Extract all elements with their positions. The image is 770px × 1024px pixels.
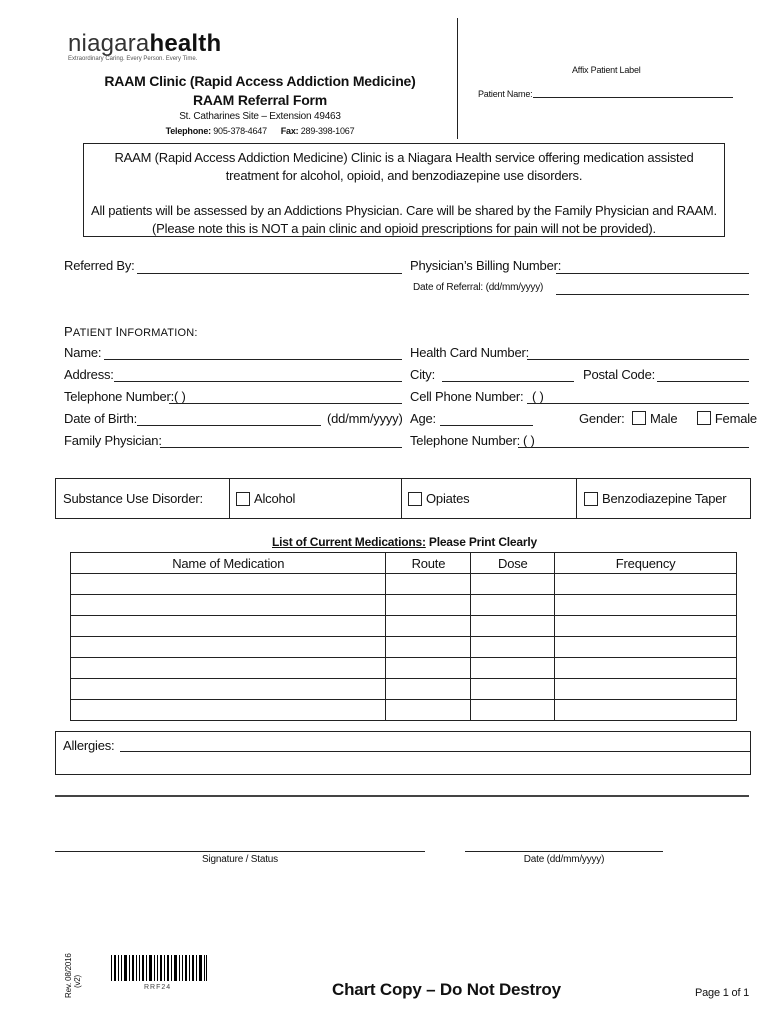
benzodiazepine-option[interactable] bbox=[577, 479, 750, 518]
address-field[interactable] bbox=[114, 381, 402, 382]
telephone-label: Telephone: bbox=[165, 126, 211, 136]
table-cell[interactable] bbox=[71, 574, 386, 595]
table-row bbox=[71, 700, 737, 721]
substance-label: Substance Use Disorder: bbox=[56, 479, 230, 518]
postal-code-label: Postal Code: bbox=[583, 367, 656, 382]
telephone-value: 905-378-4647 bbox=[213, 126, 267, 136]
city-field[interactable] bbox=[442, 381, 574, 382]
col-name-of-medication: Name of Medication bbox=[71, 553, 386, 574]
table-cell[interactable] bbox=[555, 574, 737, 595]
table-row bbox=[71, 574, 737, 595]
table-cell[interactable] bbox=[555, 595, 737, 616]
allergies-box bbox=[55, 731, 751, 775]
billing-number-label: Physician’s Billing Number: bbox=[410, 258, 562, 273]
intro-p1-line2: treatment for alcohol, opioid, and benzodiazepine use disorders. bbox=[225, 168, 583, 183]
table-cell[interactable] bbox=[386, 637, 471, 658]
patient-name-label: Patient Name: bbox=[478, 89, 533, 99]
telephone-number-label: Telephone Number: bbox=[64, 389, 175, 404]
table-cell[interactable] bbox=[71, 637, 386, 658]
city-label: City: bbox=[410, 367, 436, 382]
allergies-label: Allergies: bbox=[63, 738, 115, 753]
health-card-field[interactable] bbox=[527, 359, 749, 360]
table-row bbox=[71, 679, 737, 700]
barcode-text: RRF24 bbox=[144, 984, 172, 991]
fp-telephone-field[interactable] bbox=[518, 447, 749, 448]
signature-date-label: Date (dd/mm/yyyy) bbox=[523, 854, 605, 865]
family-physician-field[interactable] bbox=[160, 447, 402, 448]
table-cell[interactable] bbox=[71, 595, 386, 616]
signature-date-field[interactable] bbox=[465, 851, 663, 852]
female-checkbox[interactable] bbox=[697, 411, 711, 425]
affix-patient-label: Affix Patient Label bbox=[572, 65, 641, 75]
table-cell[interactable] bbox=[555, 637, 737, 658]
table-cell[interactable] bbox=[71, 616, 386, 637]
table-cell[interactable] bbox=[386, 574, 471, 595]
revision-info bbox=[64, 953, 82, 998]
intro-p2-line2: (Please note this is NOT a pain clinic and opioid prescriptions for pain will not be provided). bbox=[152, 221, 656, 236]
logo-tagline: Extraordinary Caring. Every Person. Every Time. bbox=[68, 56, 198, 62]
col-dose: Dose bbox=[471, 553, 555, 574]
benzodiazepine-label: Benzodiazepine Taper bbox=[602, 491, 727, 506]
gender-label: Gender: bbox=[579, 411, 625, 426]
medications-title bbox=[272, 535, 537, 549]
site-extension: St. Catharines Site – Extension 49463 bbox=[179, 111, 341, 122]
opiates-checkbox[interactable] bbox=[408, 492, 422, 506]
table-cell[interactable] bbox=[71, 700, 386, 721]
name-label: Name: bbox=[64, 345, 102, 360]
date-of-referral-format: (dd/mm/yyyy) bbox=[485, 282, 544, 293]
col-frequency: Frequency bbox=[555, 553, 737, 574]
table-cell[interactable] bbox=[555, 679, 737, 700]
header-divider bbox=[457, 18, 458, 139]
medications-header-row bbox=[71, 553, 737, 574]
form-title-line1: RAAM Clinic (Rapid Access Addiction Medicine) bbox=[104, 73, 416, 89]
table-cell[interactable] bbox=[386, 700, 471, 721]
col-route: Route bbox=[386, 553, 471, 574]
date-of-birth-label: Date of Birth: bbox=[64, 411, 138, 426]
opiates-option[interactable] bbox=[402, 479, 577, 518]
telephone-area-code: ( ) bbox=[174, 389, 186, 404]
table-cell[interactable] bbox=[555, 616, 737, 637]
fp-telephone-label: Telephone Number: bbox=[410, 433, 521, 448]
address-label: Address: bbox=[64, 367, 114, 382]
table-cell[interactable] bbox=[71, 658, 386, 679]
signature-status-label: Signature / Status bbox=[202, 854, 278, 865]
postal-code-field[interactable] bbox=[657, 381, 749, 382]
benzodiazepine-checkbox[interactable] bbox=[584, 492, 598, 506]
alcohol-option[interactable] bbox=[230, 479, 402, 518]
allergies-field[interactable] bbox=[120, 751, 750, 752]
medications-title-rest: Please Print Clearly bbox=[425, 535, 537, 549]
table-cell[interactable] bbox=[471, 574, 555, 595]
opiates-label: Opiates bbox=[426, 491, 470, 506]
table-cell[interactable] bbox=[471, 700, 555, 721]
medications-table bbox=[70, 552, 737, 721]
intro-p2-line1: All patients will be assessed by an Addictions Physician. Care will be shared by the Family Physician and RAAM. bbox=[91, 203, 717, 218]
section-divider bbox=[55, 795, 749, 797]
table-row bbox=[71, 595, 737, 616]
logo-text-part1: niagara bbox=[68, 30, 150, 57]
date-of-referral-label bbox=[413, 282, 543, 293]
name-field[interactable] bbox=[104, 359, 402, 360]
date-of-birth-field[interactable] bbox=[137, 425, 321, 426]
cell-phone-field[interactable] bbox=[527, 403, 749, 404]
alcohol-checkbox[interactable] bbox=[236, 492, 250, 506]
intro-p1-line1: RAAM (Rapid Access Addiction Medicine) Clinic is a Niagara Health service offering medication assisted bbox=[114, 150, 694, 165]
medications-title-underlined: List of Current Medications: bbox=[272, 535, 426, 549]
table-row bbox=[71, 658, 737, 679]
intro-box bbox=[83, 143, 725, 237]
referred-by-field[interactable] bbox=[137, 273, 402, 274]
fp-area-code: ( ) bbox=[523, 433, 535, 448]
table-cell[interactable] bbox=[471, 616, 555, 637]
substance-use-disorder-box bbox=[55, 478, 751, 519]
health-card-label: Health Card Number: bbox=[410, 345, 530, 360]
table-cell[interactable] bbox=[471, 679, 555, 700]
table-row bbox=[71, 637, 737, 658]
table-cell[interactable] bbox=[71, 679, 386, 700]
date-of-referral-field[interactable] bbox=[556, 294, 749, 295]
fax-value: 289-398-1067 bbox=[300, 126, 355, 136]
fax-label: Fax: bbox=[280, 126, 299, 136]
cell-area-code: ( ) bbox=[532, 389, 544, 404]
female-label: Female bbox=[714, 411, 757, 426]
gender-group bbox=[579, 411, 757, 426]
patient-information-heading: PATIENT INFORMATION: bbox=[64, 324, 198, 339]
form-title-line2: RAAM Referral Form bbox=[192, 92, 328, 108]
table-cell[interactable] bbox=[555, 658, 737, 679]
contact-line bbox=[80, 126, 440, 136]
table-cell[interactable] bbox=[471, 637, 555, 658]
table-cell[interactable] bbox=[471, 595, 555, 616]
table-cell[interactable] bbox=[386, 658, 471, 679]
table-cell[interactable] bbox=[386, 595, 471, 616]
patient-name-field[interactable] bbox=[533, 97, 733, 98]
revision-date: Rev. 08/2016 bbox=[64, 953, 73, 998]
age-field[interactable] bbox=[440, 425, 533, 426]
table-cell[interactable] bbox=[555, 700, 737, 721]
signature-field[interactable] bbox=[55, 851, 425, 852]
page-number: Page 1 of 1 bbox=[695, 987, 750, 999]
telephone-number-field[interactable] bbox=[169, 403, 402, 404]
age-label: Age: bbox=[410, 411, 436, 426]
niagara-health-logo bbox=[68, 30, 221, 58]
table-row bbox=[71, 616, 737, 637]
dob-format: (dd/mm/yyyy) bbox=[327, 411, 403, 426]
alcohol-label: Alcohol bbox=[254, 491, 296, 506]
revision-version: (v2) bbox=[73, 975, 82, 988]
referred-by-label: Referred By: bbox=[64, 258, 135, 273]
chart-copy-notice: Chart Copy – Do Not Destroy bbox=[332, 980, 561, 999]
table-cell[interactable] bbox=[386, 679, 471, 700]
cell-phone-label: Cell Phone Number: bbox=[410, 389, 524, 404]
family-physician-label: Family Physician: bbox=[64, 433, 162, 448]
date-of-referral-text: Date of Referral: bbox=[413, 282, 483, 293]
billing-number-field[interactable] bbox=[556, 273, 749, 274]
male-label: Male bbox=[650, 411, 678, 426]
male-checkbox[interactable] bbox=[632, 411, 646, 425]
barcode-icon bbox=[111, 955, 207, 981]
logo-text-part2: health bbox=[149, 30, 222, 57]
table-cell[interactable] bbox=[386, 616, 471, 637]
table-cell[interactable] bbox=[471, 658, 555, 679]
